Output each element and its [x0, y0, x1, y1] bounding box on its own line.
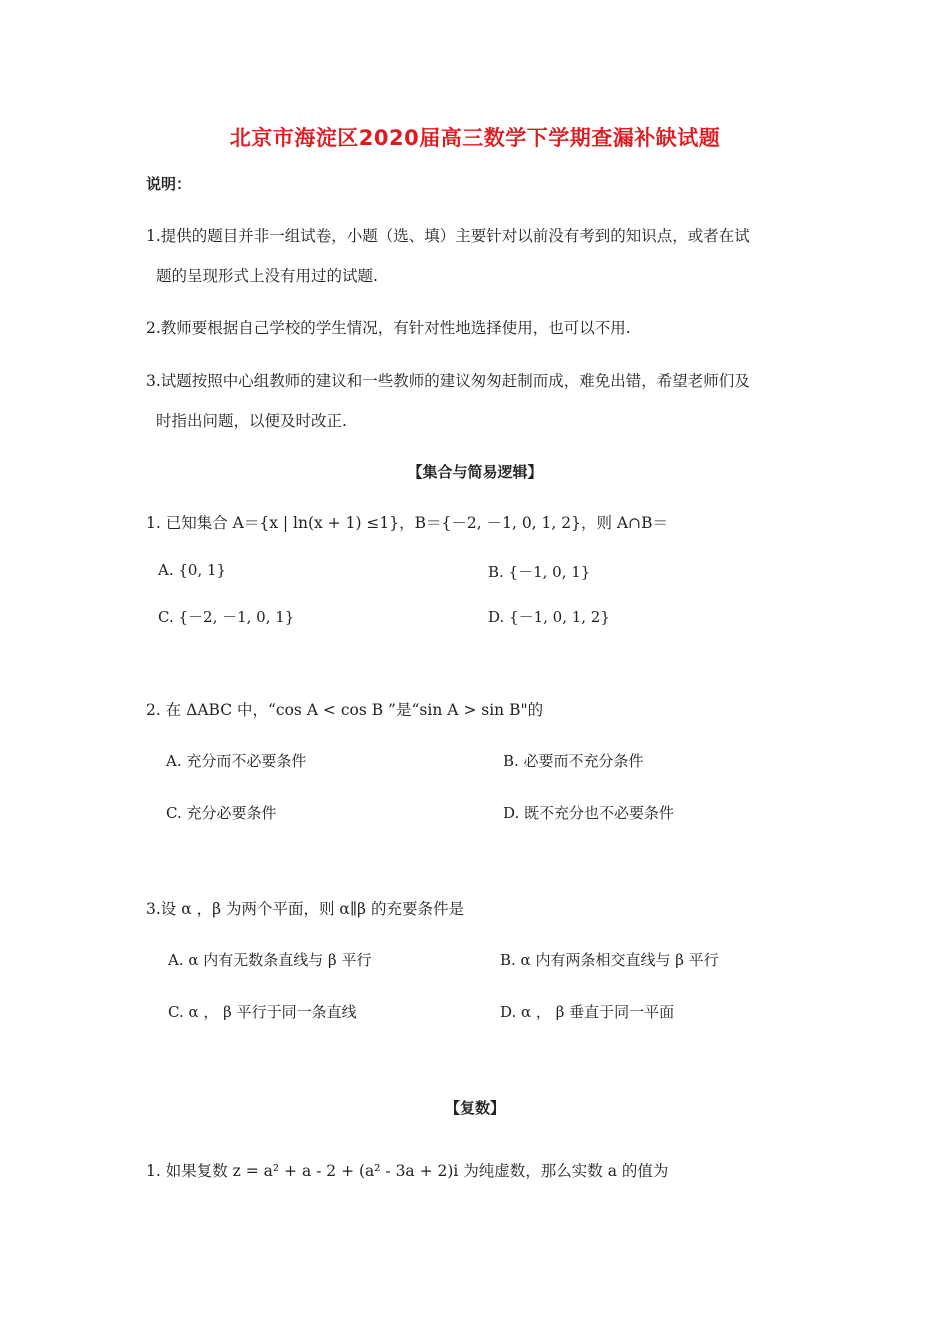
notes-heading: 说明：	[146, 175, 192, 193]
question-3-stem: 3.设 α ，β 为两个平面，则 α∥β 的充要条件是	[146, 900, 464, 918]
note-1-line-2: 题的呈现形式上没有用过的试题.	[156, 267, 378, 285]
question-1-option-d: D. {－1, 0, 1, 2}	[488, 608, 610, 626]
question-1-option-a: A. {0, 1}	[158, 561, 227, 579]
question-1-option-c: C. {－2, －1, 0, 1}	[158, 608, 295, 626]
question-2-option-d: D. 既不充分也不必要条件	[503, 804, 675, 822]
note-2: 2.教师要根据自己学校的学生情况，有针对性地选择使用，也可以不用.	[146, 319, 631, 337]
complex-question-1-stem: 1. 如果复数 z = a² + a - 2 + (a² - 3a + 2)i 为纯虚数，那么实数 a 的值为	[146, 1162, 669, 1180]
question-2-option-a: A. 充分而不必要条件	[166, 752, 307, 770]
question-3-option-a: A. α 内有无数条直线与 β 平行	[168, 951, 372, 969]
section-heading-complex-numbers: 【复数】	[444, 1099, 505, 1117]
question-3-option-c: C. α ， β 平行于同一条直线	[168, 1003, 357, 1021]
question-1-option-b: B. {－1, 0, 1}	[488, 563, 591, 581]
question-1-stem: 1. 已知集合 A＝{x | ln(x + 1) ≤1}，B＝{－2, －1, 0, 1, 2}，则 A∩B＝	[146, 514, 668, 532]
question-3-option-d: D. α ， β 垂直于同一平面	[500, 1003, 675, 1021]
question-2-option-c: C. 充分必要条件	[166, 804, 277, 822]
note-1-line-1: 1.提供的题目并非一组试卷，小题（选、填）主要针对以前没有考到的知识点，或者在试	[146, 227, 750, 245]
question-3-option-b: B. α 内有两条相交直线与 β 平行	[500, 951, 719, 969]
page-title: 北京市海淀区2020届高三数学下学期查漏补缺试题	[229, 126, 721, 150]
note-3-line-2: 时指出问题，以便及时改正.	[156, 412, 347, 430]
question-2-option-b: B. 必要而不充分条件	[503, 752, 644, 770]
question-2-stem: 2. 在 ΔABC 中，“cos A < cos B ”是“sin A > sin B"的	[146, 701, 544, 719]
note-3-line-1: 3.试题按照中心组教师的建议和一些教师的建议匆匆赶制而成，难免出错，希望老师们及	[146, 372, 750, 390]
section-heading-sets-logic: 【集合与简易逻辑】	[407, 463, 543, 481]
